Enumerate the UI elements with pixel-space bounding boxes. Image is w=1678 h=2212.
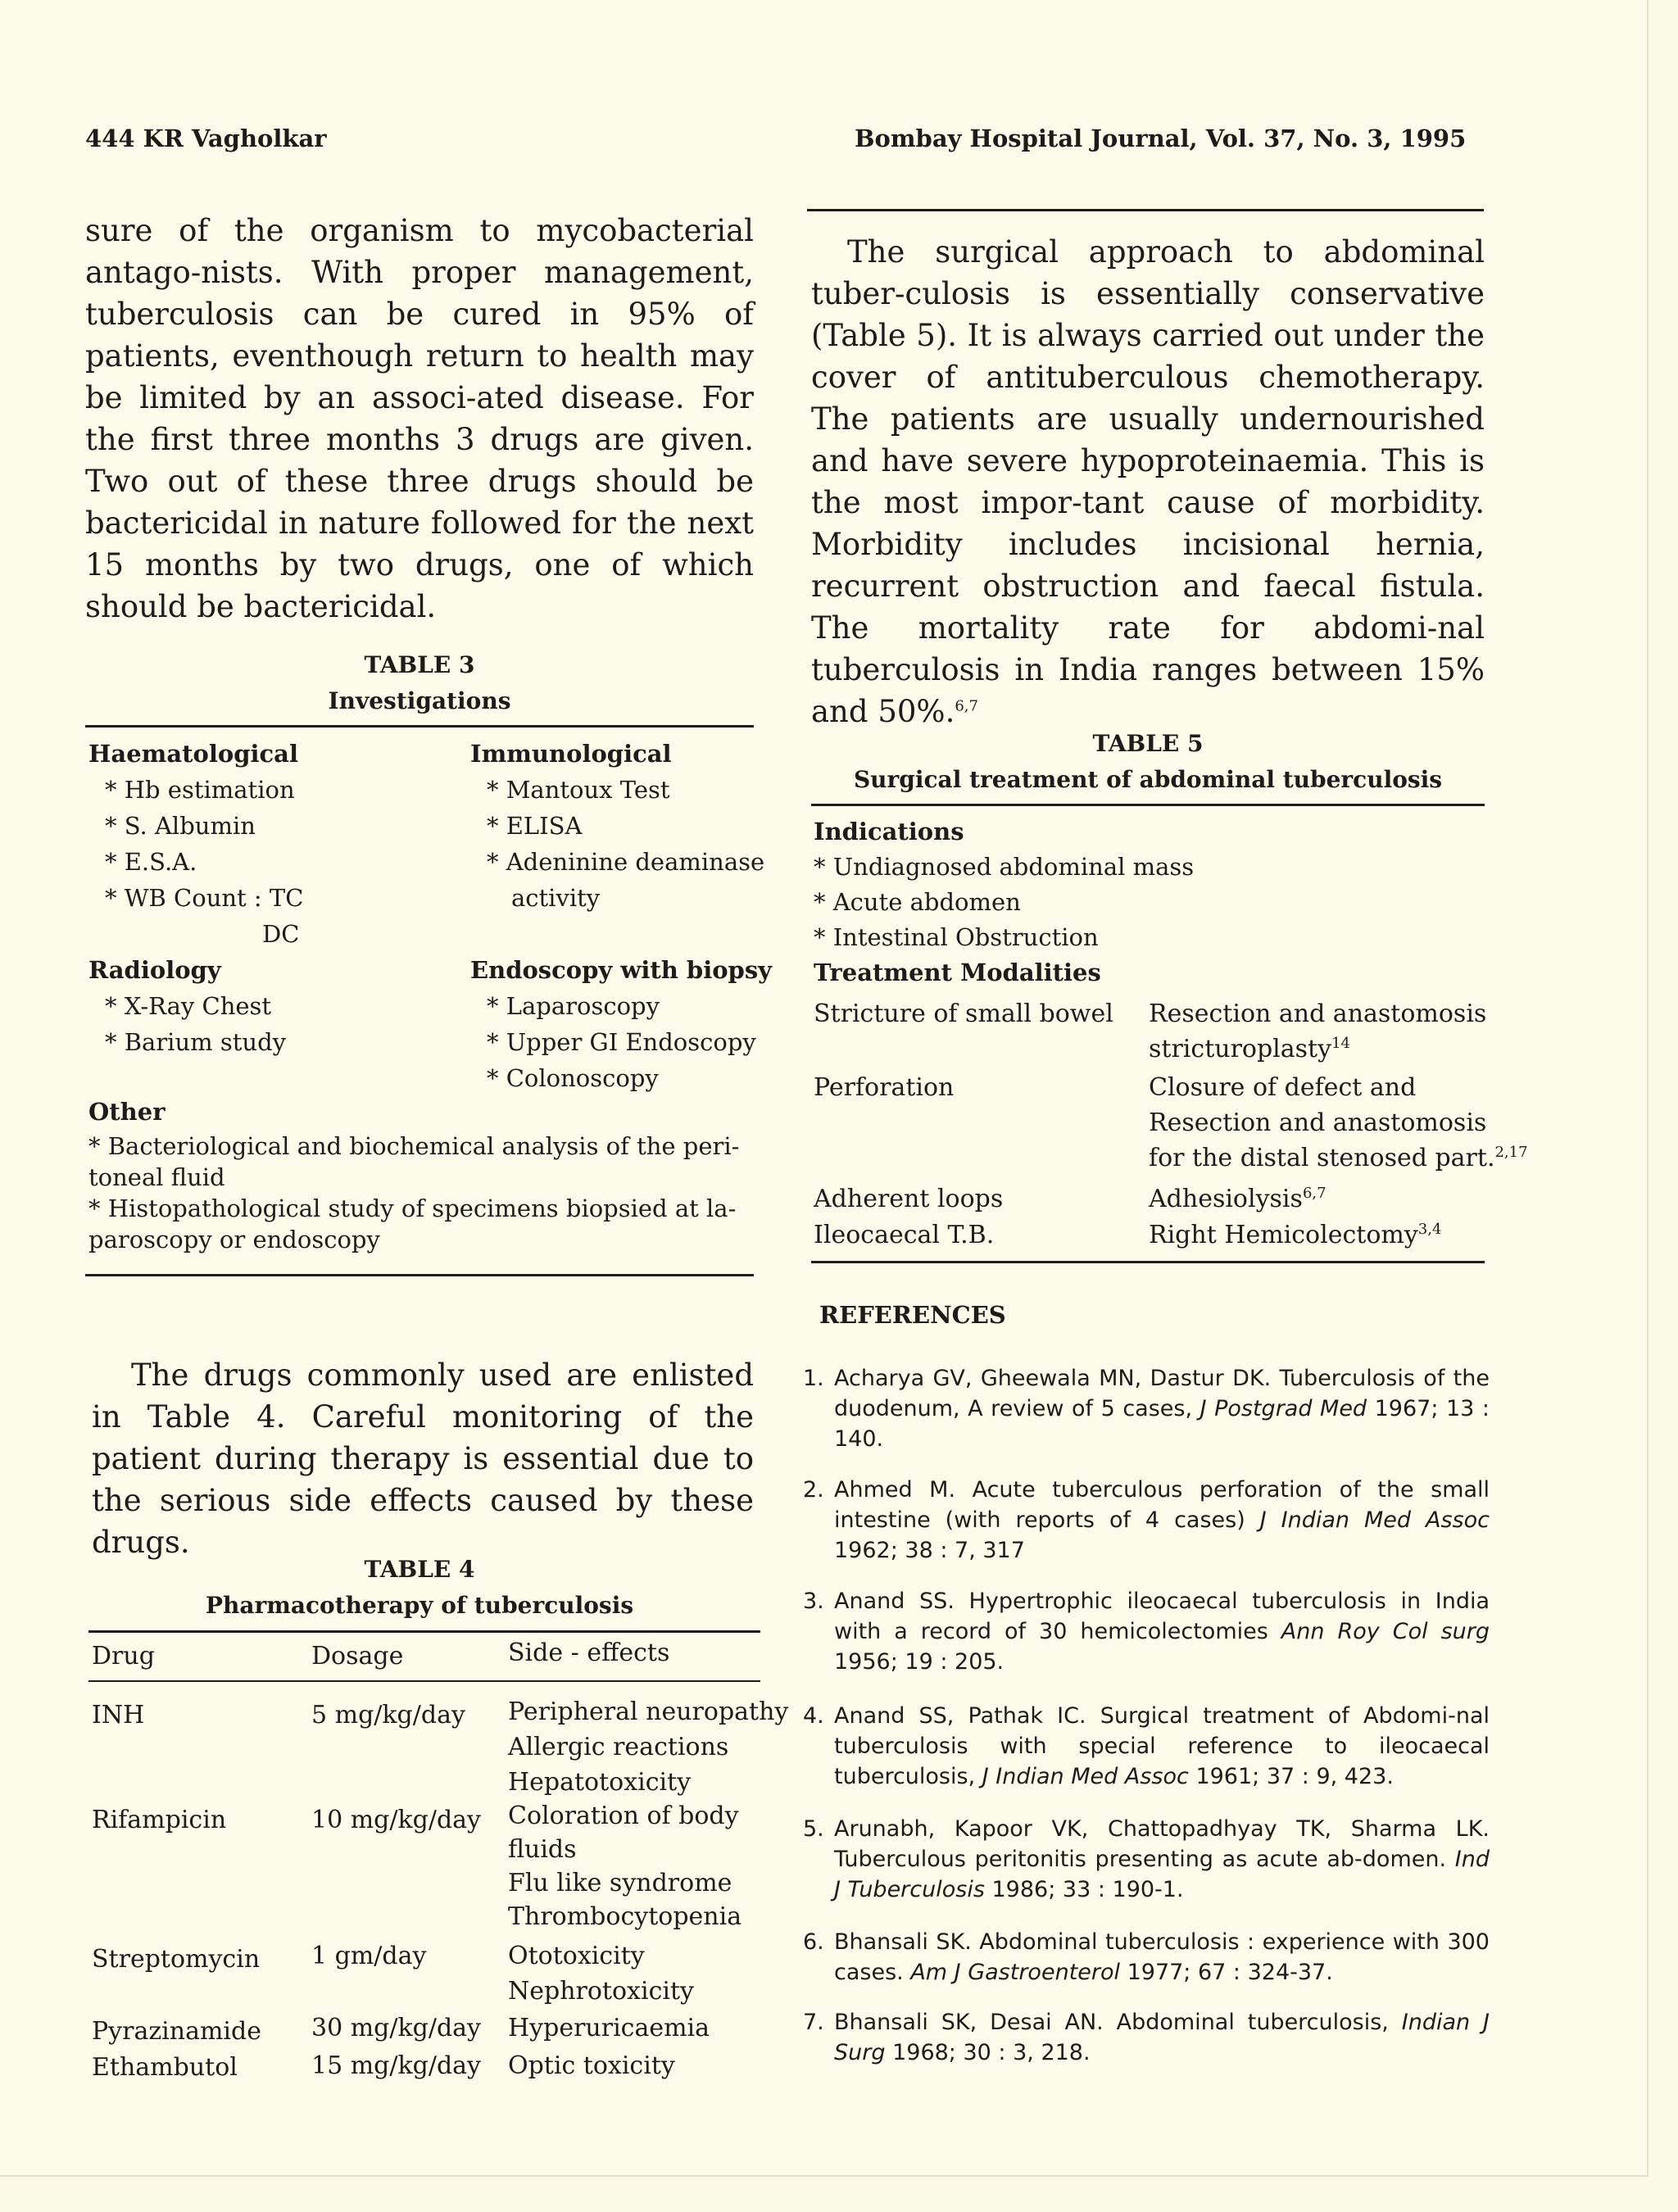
table5-row-stricture-cond: Stricture of small bowel	[814, 999, 1113, 1028]
reference-number: 4.	[803, 1703, 824, 1729]
table4-caption: Pharmacotherapy of tuberculosis	[205, 1592, 634, 1619]
table3-item: * X-Ray Chest	[105, 992, 272, 1020]
reference-number: 7.	[803, 2010, 824, 2035]
side-effect: Peripheral neuropathy	[508, 1698, 789, 1726]
table4-row-pyrazinamide-drug: Pyrazinamide	[92, 2017, 261, 2046]
table5-heading	[811, 726, 1485, 798]
treatment-line: Adhesiolysis	[1149, 1185, 1303, 1213]
reference-text: Anand SS, Pathak IC. Surgical treatment of Abdomi-nal tuberculosis with special reference to ileocaecal tuberculosis,	[834, 1703, 1490, 1789]
side-effect: Ototoxicity	[508, 1942, 645, 1970]
table3-caption: Investigations	[328, 687, 511, 714]
table3-haematological	[88, 736, 303, 1060]
right-column-top-rule	[807, 209, 1484, 211]
table3-other	[88, 1096, 744, 1255]
reference-tail: 1961; 37 : 9, 423.	[1195, 1764, 1394, 1789]
table3-top-rule	[85, 725, 754, 728]
table4-row-ethambutol-dose: 15 mg/kg/day	[311, 2051, 481, 2080]
table5-row-adherent-cond: Adherent loops	[814, 1185, 1004, 1213]
modalities-title: Treatment Modalities	[814, 959, 1101, 986]
reference-journal: J Indian Med Assoc	[982, 1764, 1189, 1789]
running-header-right: Bombay Hospital Journal, Vol. 37, No. 3, 1995	[855, 125, 1467, 152]
citation-sup: 6,7	[1302, 1185, 1327, 1202]
radiology-title: Radiology	[88, 956, 221, 984]
reference-tail: 1967; 13 : 140.	[834, 1396, 1490, 1452]
other-title: Other	[88, 1098, 166, 1126]
reference-7	[803, 2007, 1490, 2068]
left-paragraph-2: The drugs commonly used are enlisted in Table 4. Careful monitoring of the patient during therapy is essential due to the serious side effects caused by these drugs.	[92, 1358, 754, 1560]
table5-indications	[814, 814, 1194, 990]
reference-5	[803, 1814, 1490, 1905]
reference-journal: Am J Gastroenterol	[910, 1960, 1120, 1985]
reference-journal: Ann Roy Col surg	[1281, 1619, 1490, 1644]
reference-journal: Indian J Surg	[834, 2010, 1490, 2065]
table4-row-ethambutol-effects: Optic toxicity	[508, 2051, 675, 2080]
table3-item: * Upper GI Endoscopy	[487, 1028, 756, 1056]
table3-item: activity	[511, 884, 601, 912]
reference-number: 6.	[803, 1929, 824, 1955]
treatment-line: Resection and anastomosis	[1149, 1108, 1487, 1137]
reference-tail: 1977; 67 : 324-37.	[1127, 1960, 1333, 1985]
indication-item: * Acute abdomen	[814, 888, 1021, 916]
reference-journal: Ind J Tuberculosis	[834, 1847, 1490, 1902]
table5-top-rule	[811, 804, 1485, 806]
treatment-line: Resection and anastomosis	[1149, 999, 1487, 1028]
table4-row-rifampicin-effects	[508, 1799, 741, 1933]
reference-journal: J Postgrad Med	[1200, 1396, 1367, 1421]
indications-title: Indications	[814, 818, 964, 845]
table3-item: * Mantoux Test	[487, 776, 670, 804]
table4-row-inh-effects	[508, 1694, 788, 1800]
table4-header-drug: Drug	[92, 1642, 155, 1670]
running-header-left: 444 KR Vagholkar	[85, 125, 327, 152]
reference-3	[803, 1586, 1490, 1677]
left-paragraph-1: sure of the organism to mycobacterial antago-nists. With proper management, tuberculosis can be cured in 95% of patients, eventhough return to health may be limited by an associ-ated disease. For the first three months 3 drugs are given. Two out of these three drugs should be bactericidal in nature followed for the next 15 months by two drugs, one of which should be bactericidal.	[85, 213, 754, 624]
table4-row-pyrazinamide-effects: Hyperuricaemia	[508, 2014, 710, 2042]
table4-row-streptomycin-dose: 1 gm/day	[311, 1942, 427, 1970]
table5-row-adherent-treat	[1149, 1181, 1327, 1217]
table5-row-perforation-treat	[1149, 1070, 1528, 1176]
table3-item: * ELISA	[487, 812, 583, 840]
immunological-title: Immunological	[470, 740, 672, 768]
table4-header-rule	[88, 1680, 760, 1682]
table3-bottom-rule	[85, 1274, 754, 1276]
table5-caption: Surgical treatment of abdominal tuberculosis	[853, 766, 1443, 793]
table4-header-dosage: Dosage	[311, 1642, 404, 1670]
reference-tail: 1962; 38 : 7, 317	[834, 1538, 1025, 1563]
table4-row-rifampicin-drug: Rifampicin	[92, 1806, 227, 1834]
reference-text: Acharya GV, Gheewala MN, Dastur DK. Tuberculosis of the duodenum, A review of 5 cases,	[834, 1366, 1490, 1421]
reference-text: Arunabh, Kapoor VK, Chattopadhyay TK, Sharma LK. Tuberculous peritonitis presenting as acute ab-domen.	[834, 1816, 1490, 1872]
table3-item: * Bacteriological and biochemical analysis of the peri-toneal fluid	[88, 1132, 740, 1191]
citation-sup: 14	[1331, 1035, 1350, 1052]
treatment-line: Closure of defect and	[1149, 1073, 1417, 1102]
treatment-line: Right Hemicolectomy	[1149, 1221, 1418, 1249]
reference-number: 3.	[803, 1589, 824, 1614]
table3-item: * Colonoscopy	[487, 1064, 659, 1092]
reference-text: Bhansali SK. Abdominal tuberculosis : experience with 300 cases.	[834, 1929, 1490, 1985]
table4-heading	[85, 1552, 754, 1624]
table4-row-rifampicin-dose: 10 mg/kg/day	[311, 1806, 481, 1834]
reference-number: 1.	[803, 1366, 824, 1391]
reference-number: 5.	[803, 1816, 824, 1842]
table3-item-dc: DC	[262, 920, 300, 948]
side-effect: Allergic reactions	[508, 1733, 729, 1761]
reference-4	[803, 1701, 1490, 1792]
reference-tail: 1986; 33 : 190-1.	[991, 1877, 1184, 1902]
table4-row-inh-dose: 5 mg/kg/day	[311, 1701, 465, 1729]
haematological-title: Haematological	[88, 740, 298, 768]
right-paragraph-1	[811, 231, 1485, 732]
citation-sup: 2,17	[1494, 1144, 1528, 1161]
indication-item: * Intestinal Obstruction	[814, 923, 1099, 951]
side-effect: Nephrotoxicity	[508, 1977, 694, 2006]
table5-bottom-rule	[811, 1261, 1485, 1263]
table3-item: * Histopathological study of specimens biopsied at la-paroscopy or endoscopy	[88, 1194, 737, 1253]
citation-sup: 6,7	[955, 697, 978, 715]
table3-immunological	[470, 736, 772, 1096]
indication-item: * Undiagnosed abdominal mass	[814, 853, 1195, 881]
reference-number: 2.	[803, 1477, 824, 1503]
table5-row-ileocaecal-cond: Ileocaecal T.B.	[814, 1221, 995, 1249]
table4-row-streptomycin-drug: Streptomycin	[92, 1945, 261, 1974]
side-effect: fluids	[508, 1835, 577, 1864]
table4-label: TABLE 4	[364, 1556, 475, 1583]
reference-6	[803, 1927, 1490, 1988]
table3-item: * Adeninine deaminase	[487, 848, 765, 876]
table3-item: * Barium study	[105, 1028, 287, 1056]
reference-tail: 1968; 30 : 3, 218.	[892, 2040, 1091, 2065]
table3-item: * Laparoscopy	[487, 992, 660, 1020]
table4-row-pyrazinamide-dose: 30 mg/kg/day	[311, 2014, 481, 2042]
table4-top-rule	[88, 1630, 760, 1633]
reference-tail: 1956; 19 : 205.	[834, 1649, 1005, 1675]
references-title: REFERENCES	[819, 1301, 1006, 1329]
side-effect: Flu like syndrome	[508, 1869, 732, 1897]
table4-row-ethambutol-drug: Ethambutol	[92, 2053, 238, 2082]
table3-item: * E.S.A.	[105, 848, 197, 876]
treatment-line: stricturoplasty	[1149, 1035, 1332, 1063]
reference-text: Anand SS. Hypertrophic ileocaecal tuberculosis in India with a record of 30 hemicolectomies	[834, 1589, 1490, 1644]
table4-row-inh-drug: INH	[92, 1701, 145, 1729]
table4-header-side-effects: Side - effects	[508, 1639, 670, 1667]
side-effect: Coloration of body	[508, 1802, 739, 1830]
table5-label: TABLE 5	[1092, 730, 1204, 757]
reference-journal: J Indian Med Assoc	[1259, 1507, 1490, 1533]
table5-row-ileocaecal-treat	[1149, 1217, 1441, 1253]
table3-item: * Hb estimation	[105, 776, 295, 804]
table5-row-stricture-treat	[1149, 996, 1486, 1067]
table3-label: TABLE 3	[364, 651, 475, 678]
table3-item: * S. Albumin	[105, 812, 256, 840]
table5-row-perforation-cond: Perforation	[814, 1073, 955, 1102]
reference-2	[803, 1475, 1490, 1566]
endoscopy-title: Endoscopy with biopsy	[470, 956, 773, 984]
table4-row-streptomycin-effects	[508, 1938, 694, 2009]
citation-sup: 3,4	[1417, 1221, 1442, 1238]
side-effect: Hepatotoxicity	[508, 1768, 692, 1797]
table3-heading	[85, 647, 754, 719]
reference-1	[803, 1363, 1490, 1454]
side-effect: Thrombocytopenia	[508, 1902, 742, 1931]
reference-text: Ahmed M. Acute tuberculous perforation of the small intestine (with reports of 4 cases)	[834, 1477, 1490, 1533]
reference-text: Bhansali SK, Desai AN. Abdominal tuberculosis,	[834, 2010, 1389, 2035]
right-paragraph-text: The surgical approach to abdominal tuber-culosis is essentially conservative (Table 5). It is always carried out under the cover of antituberculous chemotherapy. The patients are usually undernourished and have severe hypoproteinaemia. This is the most impor-tant cause of morbidity. Morbidity includes incisional hernia, recurrent obstruction and faecal fistula. The mortality rate for abdomi-nal tuberculosis in India ranges between 15% and 50%.	[811, 234, 1485, 729]
table3-item: * WB Count : TC	[105, 884, 304, 912]
treatment-line: for the distal stenosed part.	[1149, 1144, 1495, 1172]
